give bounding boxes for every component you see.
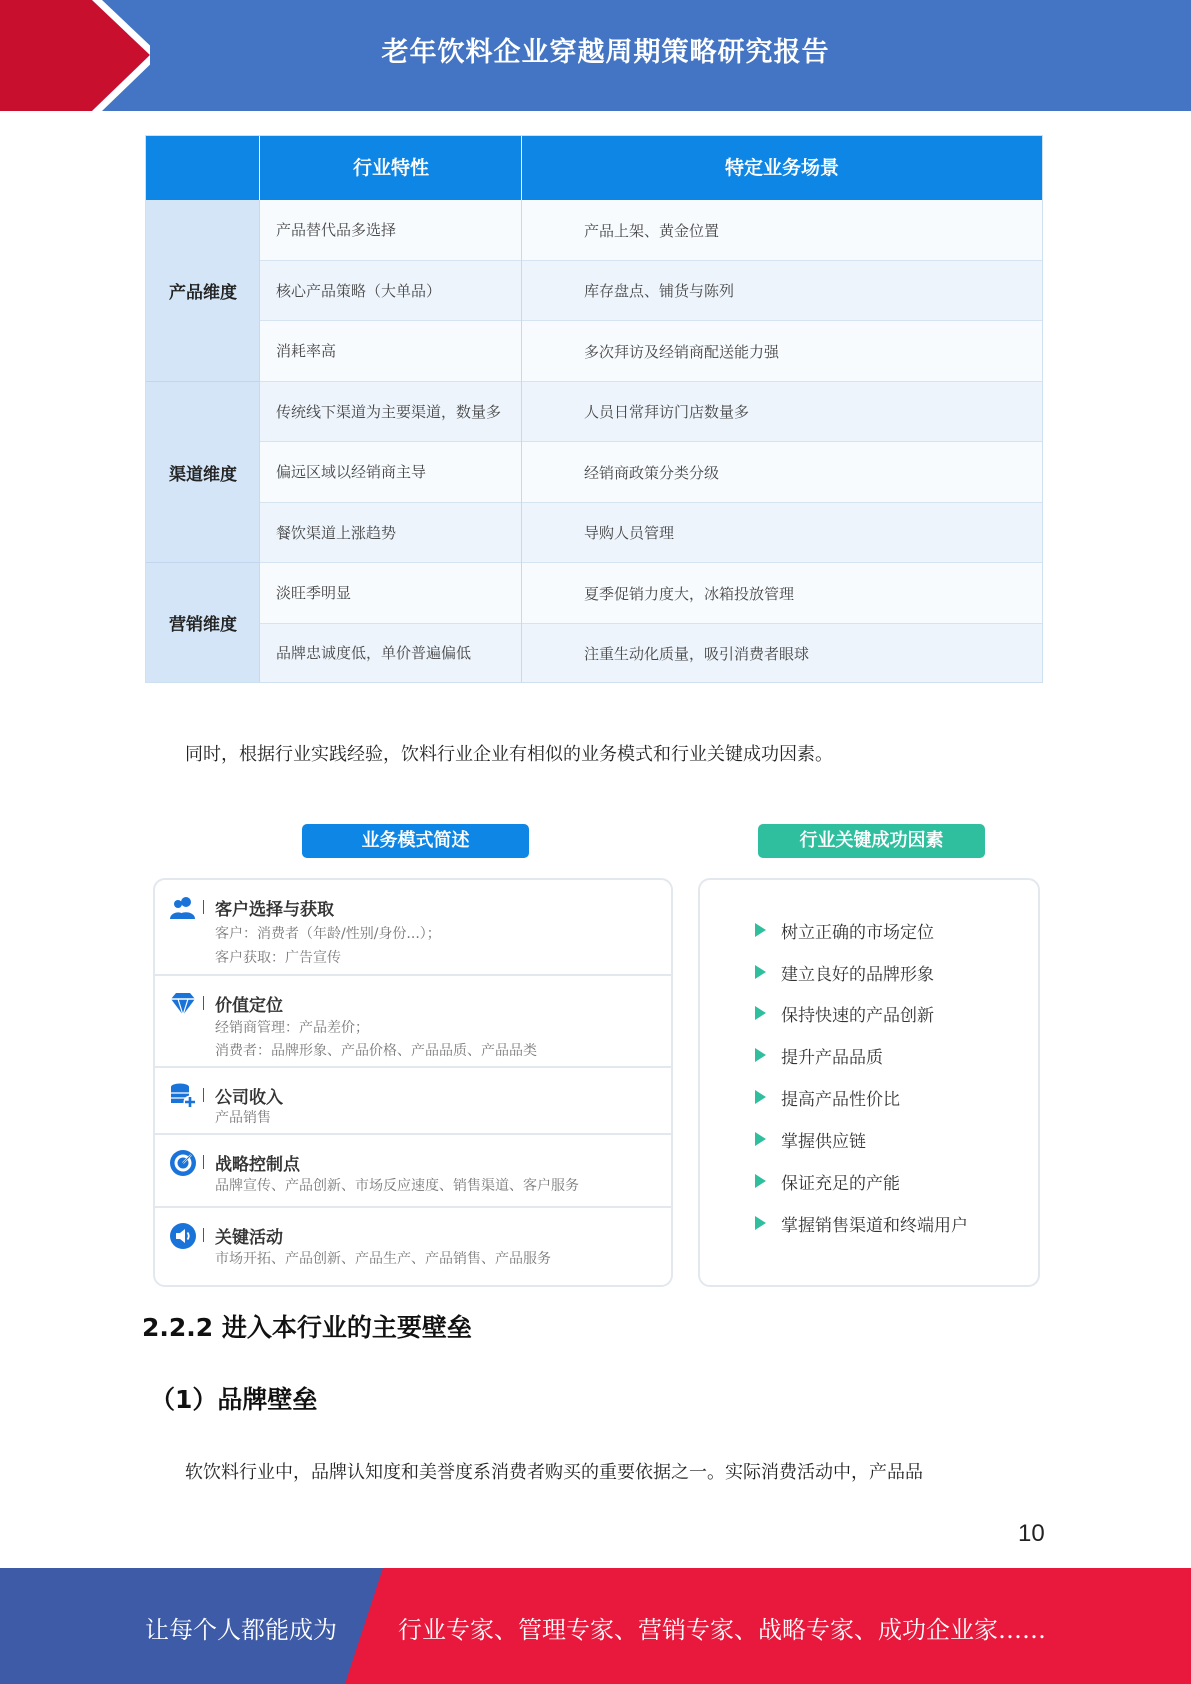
triangle-bullet-icon — [755, 1174, 766, 1188]
feature-cell: 淡旺季明显 — [276, 584, 352, 602]
group-label-channel: 渠道维度 — [146, 382, 260, 563]
scene-cell: 经销商政策分类分级 — [584, 463, 720, 482]
body-paragraph: 软饮料行业中，品牌认知度和美誉度系消费者购买的重要依据之一。实际消费活动中，产品品 — [185, 1462, 923, 1483]
item-title: 客户选择与获取 — [215, 900, 334, 920]
footer-slogan-right: 行业专家、管理专家、营销专家、战略专家、成功企业家…… — [398, 1616, 1046, 1644]
list-item — [155, 976, 671, 1068]
item-title: 战略控制点 — [215, 1155, 300, 1175]
scene-cell: 导购人员管理 — [584, 524, 675, 542]
list-item — [155, 1135, 671, 1208]
scene-cell: 人员日常拜访门店数量多 — [584, 403, 750, 421]
subsection-heading: （1）品牌壁垒 — [150, 1385, 318, 1414]
business-model-card — [153, 878, 673, 1287]
col-header-feature: 行业特性 — [352, 157, 429, 179]
page-header — [0, 0, 1191, 111]
feature-cell: 传统线下渠道为主要渠道，数量多 — [276, 402, 502, 421]
footer-slogan-left: 让每个人都能成为 — [145, 1616, 337, 1644]
body-paragraph: 同时，根据行业实践经验，饮料行业企业有相似的业务模式和行业关键成功因素。 — [185, 744, 833, 765]
feature-cell: 餐饮渠道上涨趋势 — [276, 523, 397, 542]
triangle-bullet-icon — [755, 1048, 766, 1062]
scene-cell: 夏季促销力度大，冰箱投放管理 — [584, 584, 795, 603]
key-success-card: 树立正确的市场定位 建立良好的品牌形象 保持快速的产品创新 提升产品品质 提高产品性价比 掌握供应链 保证充足的产能 掌握销售渠道和终端用户 — [698, 878, 1040, 1287]
feature-cell: 品牌忠诚度低，单价普遍偏低 — [276, 644, 472, 662]
scene-cell: 多次拜访及经销商配送能力强 — [584, 342, 780, 361]
triangle-bullet-icon — [755, 1132, 766, 1146]
list-item — [155, 1068, 671, 1135]
diamond-icon — [169, 990, 197, 1018]
coins-plus-icon — [169, 1082, 197, 1110]
table-row — [260, 321, 1042, 382]
table-row — [260, 261, 1042, 321]
table-row — [260, 503, 1042, 563]
group-label-marketing: 营销维度 — [146, 563, 260, 682]
feature-cell: 偏远区域以经销商主导 — [276, 463, 427, 481]
item-line: 消费者：品牌形象、产品价格、产品品质、产品品类 — [215, 1043, 537, 1059]
page-footer — [0, 1568, 1191, 1684]
table-row — [260, 200, 1042, 261]
scene-cell: 库存盘点、铺货与陈列 — [584, 282, 735, 300]
item-line: 经销商管理：产品差价； — [215, 1020, 369, 1036]
report-title: 老年饮料企业穿越周期策略研究报告 — [381, 37, 830, 68]
triangle-bullet-icon — [755, 1006, 766, 1020]
table-row — [260, 442, 1042, 503]
item-line: 品牌宣传、产品创新、市场反应速度、销售渠道、客户服务 — [215, 1178, 579, 1194]
feature-cell: 核心产品策略（大单品） — [276, 281, 442, 300]
item-line: 产品销售 — [215, 1110, 271, 1126]
group-label-product: 产品维度 — [146, 200, 260, 382]
feature-cell: 消耗率高 — [276, 342, 337, 360]
page-number: 10 — [1018, 1520, 1045, 1547]
scene-cell: 注重生动化质量，吸引消费者眼球 — [584, 644, 810, 663]
item-title: 关键活动 — [215, 1228, 283, 1248]
key-success-title: 行业关键成功因素 — [758, 824, 985, 858]
item-line: 客户：消费者（年龄/性别/身份...）； — [215, 926, 441, 942]
item-title: 价值定位 — [215, 996, 283, 1016]
section-heading: 2.2.2 进入本行业的主要壁垒 — [142, 1313, 472, 1342]
scene-cell: 产品上架、黄金位置 — [584, 221, 720, 240]
item-line: 客户获取：广告宣传 — [215, 950, 341, 966]
list-item — [155, 1208, 671, 1285]
triangle-bullet-icon — [755, 1090, 766, 1104]
col-header-scene: 特定业务场景 — [724, 157, 839, 179]
table-row — [260, 563, 1042, 624]
feature-cell: 产品替代品多选择 — [276, 221, 397, 239]
item-line: 市场开拓、产品创新、产品生产、产品销售、产品服务 — [215, 1251, 551, 1267]
item-title: 公司收入 — [215, 1088, 283, 1108]
business-model-title: 业务模式简述 — [302, 824, 529, 858]
table-header-row — [146, 136, 1042, 200]
triangle-bullet-icon — [755, 1216, 766, 1230]
table-row — [260, 624, 1042, 682]
industry-table — [145, 135, 1043, 683]
triangle-bullet-icon — [755, 923, 766, 937]
speaker-icon — [169, 1222, 197, 1250]
list-item — [155, 880, 671, 976]
triangle-bullet-icon — [755, 965, 766, 979]
users-icon — [169, 894, 197, 922]
target-icon — [169, 1149, 197, 1177]
table-row — [260, 382, 1042, 442]
